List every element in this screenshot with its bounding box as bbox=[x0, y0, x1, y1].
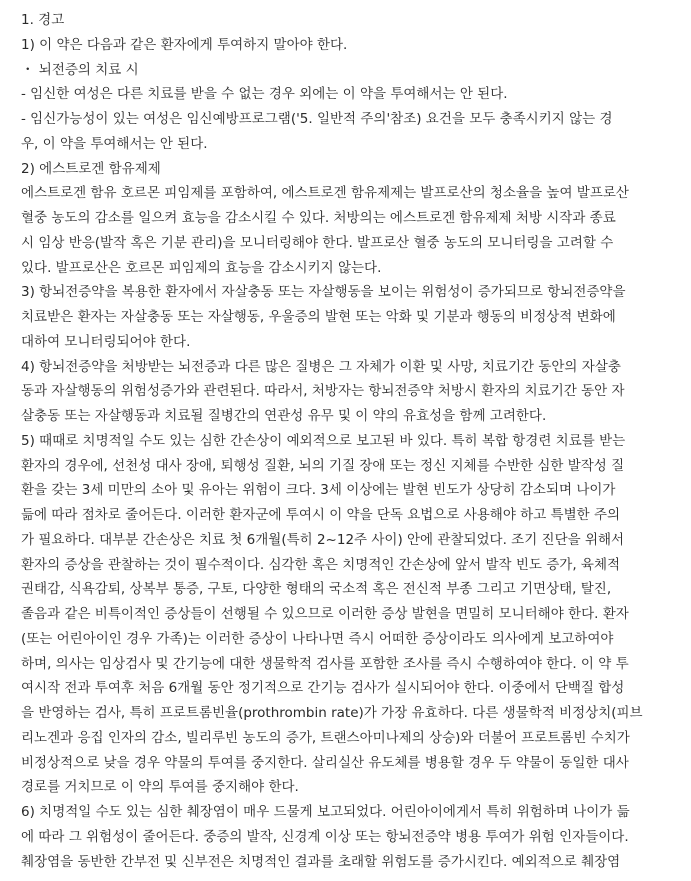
text-line: 듦에 따라 점차로 줄어든다. 이러한 환자군에 투여시 이 약을 단독 요법으로 사용해야 하고 특별한 주의 bbox=[21, 507, 621, 523]
text-line: 리노겐과 응집 인자의 감소, 빌리루빈 농도의 증가, 트랜스아미나제의 상승)와 더불어 프로트롬빈 수치가 bbox=[21, 729, 630, 746]
text-line: (또는 어린아이인 경우 가족)는 이러한 증상이 나타나면 즉시 어떠한 증상이라도 의사에게 보고하여야 bbox=[21, 630, 614, 647]
text-line: 살충동 또는 자살행동과 치료될 질병간의 연관성 유무 및 이 약의 유효성을 함께 고려한다. bbox=[21, 408, 547, 424]
text-line: ・ 뇌전증의 치료 시 bbox=[21, 61, 139, 78]
text-line: 에스트로겐 함유 호르몬 피임제를 포함하여, 에스트로겐 함유제제는 발프로산의 청소율을 높여 발프로산 bbox=[21, 185, 629, 202]
text-line: 시 임상 반응(발작 혹은 기분 관리)을 모니터링해야 한다. 발프로산 혈중 농도의 모니터링을 고려할 수 bbox=[21, 234, 614, 251]
text-line: 4) 항뇌전증약을 처방받는 뇌전증과 다른 많은 질병은 그 자체가 이환 및 사망, 치료기간 동안의 자살충 bbox=[21, 358, 621, 375]
text-line: 여시작 전과 투여후 처음 6개월 동안 정기적으로 간기능 검사가 실시되어야 한다. 이중에서 단백질 합성 bbox=[21, 680, 625, 697]
text-line: 우, 이 약을 투여해서는 안 된다. bbox=[21, 135, 208, 152]
text-line: 3) 항뇌전증약을 복용한 환자에서 자살충동 또는 자살행동을 보이는 위험성이 증가되므로 항뇌전증약을 bbox=[21, 284, 626, 301]
text-line: 치료받은 환자는 자살충동 또는 자살행동, 우울증의 발현 또는 악화 및 기분과 행동의 비정상적 변화에 bbox=[21, 309, 616, 325]
text-line: 혈중 농도의 감소를 일으켜 효능을 감소시킬 수 있다. 처방의는 에스트로겐 함유제제 처방 시작과 종료 bbox=[21, 210, 616, 226]
text-line: 비정상적으로 낮을 경우 약물의 투여를 중지한다. 살리실산 유도체를 병용할 경우 두 약물이 동일한 대사 bbox=[21, 754, 629, 771]
text-line: 환자의 증상을 관찰하는 것이 필수적이다. 심각한 혹은 치명적인 간손상에 앞서 발작 빈도 증가, 육체적 bbox=[21, 556, 621, 573]
text-line: 하며, 의사는 임상검사 및 간기능에 대한 생물학적 검사를 포함한 조사를 즉시 수행하여야 한다. 이 약 투 bbox=[21, 655, 629, 672]
text-line: 1) 이 약은 다음과 같은 환자에게 투여하지 말아야 한다. bbox=[21, 36, 348, 53]
text-line: 환자의 경우에, 선천성 대사 장애, 퇴행성 질환, 뇌의 기질 장애 또는 정신 지체를 수반한 심한 발작성 질 bbox=[21, 457, 625, 474]
section-heading: 1. 경고 bbox=[21, 12, 65, 28]
text-line: 동과 자살행동의 위험성증가와 관련된다. 따라서, 처방자는 항뇌전증약 처방시 환자의 치료기간 동안 자 bbox=[21, 383, 625, 400]
text-line: 가 필요하다. 대부분 간손상은 치료 첫 6개월(특히 2~12주 사이) 안에 관찰되었다. 조기 진단을 위해서 bbox=[21, 531, 625, 548]
text-line: 대하여 모니터링되어야 한다. bbox=[21, 333, 191, 350]
text-line: 있다. 발프로산은 호르몬 피임제의 효능을 감소시키지 않는다. bbox=[21, 259, 382, 276]
text-line: 환을 갖는 3세 미만의 소아 및 유아는 위험이 크다. 3세 이상에는 발현 빈도가 상당히 감소되며 나이가 bbox=[21, 482, 616, 499]
text-line: 2) 에스트로겐 함유제제 bbox=[21, 160, 161, 177]
text-line: - 임신한 여성은 다른 치료를 받을 수 없는 경우 외에는 이 약을 투여해서는 안 된다. bbox=[21, 86, 508, 103]
text-line: 권태감, 식욕감퇴, 상복부 통증, 구토, 다양한 형태의 국소적 혹은 전신적 부종 그리고 기면상태, 탈진, bbox=[21, 581, 612, 598]
text-line: - 임신가능성이 있는 여성은 임신예방프로그램('5. 일반적 주의'참조) 요건을 모두 충족시키지 않는 경 bbox=[21, 111, 613, 127]
text-line: 6) 치명적일 수도 있는 심한 췌장염이 매우 드물게 보고되었다. 어린아이에게서 특히 위험하며 나이가 듦 bbox=[21, 804, 630, 820]
text-line: 경로를 거치므로 이 약의 투여를 중지해야 한다. bbox=[21, 779, 299, 796]
text-line: 에 따라 그 위험성이 줄어든다. 중증의 발작, 신경계 이상 또는 항뇌전증약 병용 투여가 위험 인자들이다. bbox=[21, 828, 629, 845]
text-line: 췌장염을 동반한 간부전 및 신부전은 치명적인 결과를 초래할 위험도를 증가시킨다. 예외적으로 췌장염 bbox=[21, 853, 621, 870]
text-line: 5) 때때로 치명적일 수도 있는 심한 간손상이 예외적으로 보고된 바 있다. 특히 복합 항경련 치료를 받는 bbox=[21, 432, 626, 449]
text-line: 을 반영하는 검사, 특히 프로트롬빈율(prothrombin rate)가 가장 유효하다. 다른 생물학적 비정상치(피브 bbox=[21, 705, 643, 721]
text-line: 졸음과 같은 비특이적인 증상들이 선행될 수 있으므로 이러한 증상 발현을 면밀히 모니터해야 한다. 환자 bbox=[21, 606, 629, 622]
